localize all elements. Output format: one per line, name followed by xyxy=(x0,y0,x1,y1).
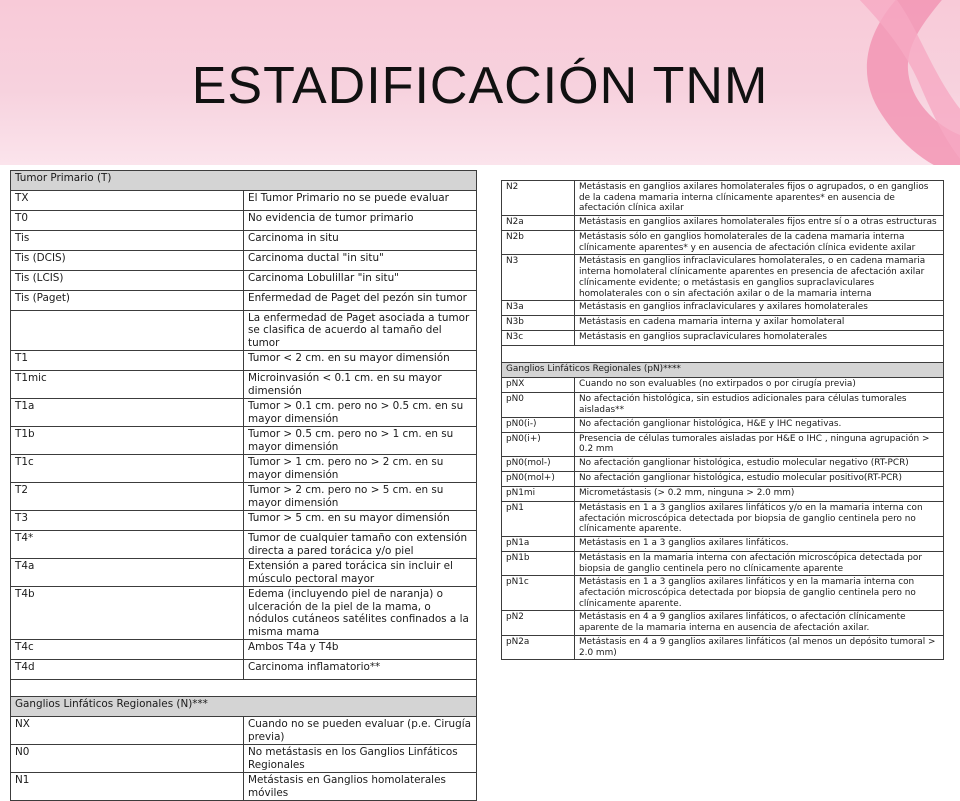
stage-description: Metástasis en ganglios supraclaviculares homolaterales xyxy=(575,331,944,346)
stage-description: Tumor > 0.5 cm. pero no > 1 cm. en su mayor dimensión xyxy=(244,427,477,455)
stage-description: Microinvasión < 0.1 cm. en su mayor dimensión xyxy=(244,371,477,399)
stage-code: pN1a xyxy=(502,537,575,552)
stage-code: Tis xyxy=(11,231,244,251)
stage-description: Cuando no son evaluables (no extirpados o por cirugía previa) xyxy=(575,378,944,393)
table-row xyxy=(502,501,944,536)
stage-code: pN1 xyxy=(502,501,575,536)
table-row xyxy=(502,486,944,501)
table-row xyxy=(502,301,944,316)
section-header-row xyxy=(11,171,477,191)
stage-code: pN0(mol+) xyxy=(502,471,575,486)
stage-code xyxy=(11,311,244,351)
tnm-table-nodes xyxy=(501,180,944,660)
table-row xyxy=(11,211,477,231)
stage-code: N3 xyxy=(502,255,575,301)
stage-code: T4* xyxy=(11,531,244,559)
table-row xyxy=(11,399,477,427)
table-row xyxy=(11,640,477,660)
stage-code: pN0(mol-) xyxy=(502,456,575,471)
stage-code: T0 xyxy=(11,211,244,231)
stage-description: Metástasis en 1 a 3 ganglios axilares linfáticos. xyxy=(575,537,944,552)
section-header: Ganglios Linfáticos Regionales (N)*** xyxy=(11,697,477,717)
stage-code: N3b xyxy=(502,316,575,331)
table-row xyxy=(11,231,477,251)
table-row xyxy=(502,611,944,635)
table-row xyxy=(11,660,477,680)
table-row xyxy=(11,587,477,640)
stage-description: Carcinoma in situ xyxy=(244,231,477,251)
table-row xyxy=(502,537,944,552)
stage-code: T1mic xyxy=(11,371,244,399)
table-row xyxy=(502,255,944,301)
table-row xyxy=(11,531,477,559)
stage-code: N2b xyxy=(502,231,575,255)
stage-code: N0 xyxy=(11,745,244,773)
table-row xyxy=(502,231,944,255)
stage-description: Metástasis en ganglios axilares homolaterales fijos entre sí o a otras estructuras xyxy=(575,216,944,231)
stage-description: Metástasis en la mamaria interna con afectación microscópica detectada por biopsia de ganglio centinela pero no clínicamente aparente xyxy=(575,552,944,576)
stage-code: pN1c xyxy=(502,576,575,611)
stage-code: T4c xyxy=(11,640,244,660)
stage-description: Tumor < 2 cm. en su mayor dimensión xyxy=(244,351,477,371)
stage-code: pN1b xyxy=(502,552,575,576)
table-row xyxy=(11,511,477,531)
stage-description: El Tumor Primario no se puede evaluar xyxy=(244,191,477,211)
stage-description: Metástasis en ganglios infraclaviculares homolaterales, o en cadena mamaria interna homolateral clínicamente aparentes en presencia de afectación axilar clínicamente evidente; o metástasis en ganglios supraclaviculares homolaterales con o sin afectación axilar o de la mamaria interna xyxy=(575,255,944,301)
stage-code: TX xyxy=(11,191,244,211)
stage-code: N2a xyxy=(502,216,575,231)
table-row xyxy=(502,181,944,216)
table-row xyxy=(502,378,944,393)
stage-description: No afectación ganglionar histológica, H&E y IHC negativas. xyxy=(575,417,944,432)
stage-description: Tumor > 5 cm. en su mayor dimensión xyxy=(244,511,477,531)
slide-header xyxy=(0,0,960,165)
stage-description: Tumor > 1 cm. pero no > 2 cm. en su mayor dimensión xyxy=(244,455,477,483)
stage-code: Tis (LCIS) xyxy=(11,271,244,291)
stage-description: Carcinoma ductal "in situ" xyxy=(244,251,477,271)
stage-code: T3 xyxy=(11,511,244,531)
table-row xyxy=(11,559,477,587)
stage-description: Cuando no se pueden evaluar (p.e. Cirugía previa) xyxy=(244,717,477,745)
table-row xyxy=(502,432,944,456)
spacer-cell xyxy=(502,346,944,363)
stage-code: T2 xyxy=(11,483,244,511)
section-header: Ganglios Linfáticos Regionales (pN)**** xyxy=(502,363,944,378)
stage-code: N3a xyxy=(502,301,575,316)
stage-code: T1 xyxy=(11,351,244,371)
stage-description: Edema (incluyendo piel de naranja) o ulceración de la piel de la mama, o nódulos cutáneos satélites confinados a la misma mama xyxy=(244,587,477,640)
table-row xyxy=(11,483,477,511)
stage-code: Tis (DCIS) xyxy=(11,251,244,271)
table-row xyxy=(11,291,477,311)
table-row xyxy=(11,773,477,801)
stage-description: No afectación histológica, sin estudios adicionales para células tumorales aisladas** xyxy=(575,393,944,417)
stage-description: Enfermedad de Paget del pezón sin tumor xyxy=(244,291,477,311)
table-row xyxy=(502,331,944,346)
stage-description: Ambos T4a y T4b xyxy=(244,640,477,660)
stage-description: Extensión a pared torácica sin incluir el músculo pectoral mayor xyxy=(244,559,477,587)
section-header: Tumor Primario (T) xyxy=(11,171,477,191)
stage-code: T4b xyxy=(11,587,244,640)
stage-description: Carcinoma Lobulillar "in situ" xyxy=(244,271,477,291)
stage-code: N2 xyxy=(502,181,575,216)
stage-description: Metástasis en ganglios axilares homolaterales fijos o agrupados, o en ganglios de la cadena mamaria interna clínicamente aparentes* en ausencia de afectación clínica axilar xyxy=(575,181,944,216)
table-row xyxy=(502,216,944,231)
stage-code: T4a xyxy=(11,559,244,587)
table-row xyxy=(11,371,477,399)
table-row xyxy=(11,717,477,745)
stage-description: La enfermedad de Paget asociada a tumor se clasifica de acuerdo al tamaño del tumor xyxy=(244,311,477,351)
stage-description: No evidencia de tumor primario xyxy=(244,211,477,231)
stage-code: T4d xyxy=(11,660,244,680)
table-row xyxy=(11,271,477,291)
stage-description: Tumor > 0.1 cm. pero no > 0.5 cm. en su mayor dimensión xyxy=(244,399,477,427)
stage-description: No afectación ganglionar histológica, estudio molecular negativo (RT-PCR) xyxy=(575,456,944,471)
table-row xyxy=(11,251,477,271)
stage-description: Carcinoma inflamatorio** xyxy=(244,660,477,680)
stage-code: pN2 xyxy=(502,611,575,635)
spacer-row xyxy=(11,680,477,697)
table-row xyxy=(502,417,944,432)
stage-description: Metástasis en 1 a 3 ganglios axilares linfáticos y/o en la mamaria interna con afectación microscópica detectada por biopsia de ganglio centinela pero no clínicamente aparente. xyxy=(575,501,944,536)
stage-description: Presencia de células tumorales aisladas por H&E o IHC , ninguna agrupación > 0.2 mm xyxy=(575,432,944,456)
table-row xyxy=(11,311,477,351)
stage-description: Metástasis en 1 a 3 ganglios axilares linfáticos y en la mamaria interna con afectación microscópica detectada por biopsia de ganglio centinela pero no clínicamente aparente. xyxy=(575,576,944,611)
table-row xyxy=(11,455,477,483)
table-row xyxy=(11,351,477,371)
stage-code: T1a xyxy=(11,399,244,427)
slide-title: ESTADIFICACIÓN TNM xyxy=(191,57,769,115)
stage-code: pN0(i+) xyxy=(502,432,575,456)
stage-code: Tis (Paget) xyxy=(11,291,244,311)
table-row xyxy=(502,552,944,576)
stage-description: No metástasis en los Ganglios Linfáticos Regionales xyxy=(244,745,477,773)
section-header-row xyxy=(11,697,477,717)
stage-code: T1b xyxy=(11,427,244,455)
stage-description: Tumor de cualquier tamaño con extensión directa a pared torácica y/o piel xyxy=(244,531,477,559)
stage-code: pN2a xyxy=(502,635,575,659)
stage-code: pN1mi xyxy=(502,486,575,501)
stage-description: No afectación ganglionar histológica, estudio molecular positivo(RT-PCR) xyxy=(575,471,944,486)
stage-description: Metástasis en 4 a 9 ganglios axilares linfáticos, o afectación clínicamente aparente de la mamaria interna en ausencia de afectación axilar. xyxy=(575,611,944,635)
stage-description: Tumor > 2 cm. pero no > 5 cm. en su mayor dimensión xyxy=(244,483,477,511)
table-row xyxy=(502,471,944,486)
stage-description: Micrometástasis (> 0.2 mm, ninguna > 2.0 mm) xyxy=(575,486,944,501)
stage-code: pNX xyxy=(502,378,575,393)
section-header-row xyxy=(502,363,944,378)
stage-code: NX xyxy=(11,717,244,745)
table-row xyxy=(502,456,944,471)
stage-description: Metástasis sólo en ganglios homolaterales de la cadena mamaria interna clínicamente aparentes* y en ausencia de afectación clínica evidente axilar xyxy=(575,231,944,255)
table-row xyxy=(502,576,944,611)
stage-code: N1 xyxy=(11,773,244,801)
stage-description: Metástasis en cadena mamaria interna y axilar homolateral xyxy=(575,316,944,331)
table-row xyxy=(11,427,477,455)
spacer-row xyxy=(502,346,944,363)
stage-code: pN0 xyxy=(502,393,575,417)
stage-code: N3c xyxy=(502,331,575,346)
table-row xyxy=(502,635,944,659)
stage-code: T1c xyxy=(11,455,244,483)
stage-code: pN0(i-) xyxy=(502,417,575,432)
table-row xyxy=(502,316,944,331)
tnm-table-tumor xyxy=(10,170,477,801)
stage-description: Metástasis en ganglios infraclaviculares y axilares homolaterales xyxy=(575,301,944,316)
stage-description: Metástasis en Ganglios homolaterales móviles xyxy=(244,773,477,801)
table-row xyxy=(11,745,477,773)
stage-description: Metástasis en 4 a 9 ganglios axilares linfáticos (al menos un depósito tumoral > 2.0 mm) xyxy=(575,635,944,659)
spacer-cell xyxy=(11,680,477,697)
table-row xyxy=(502,393,944,417)
table-row xyxy=(11,191,477,211)
